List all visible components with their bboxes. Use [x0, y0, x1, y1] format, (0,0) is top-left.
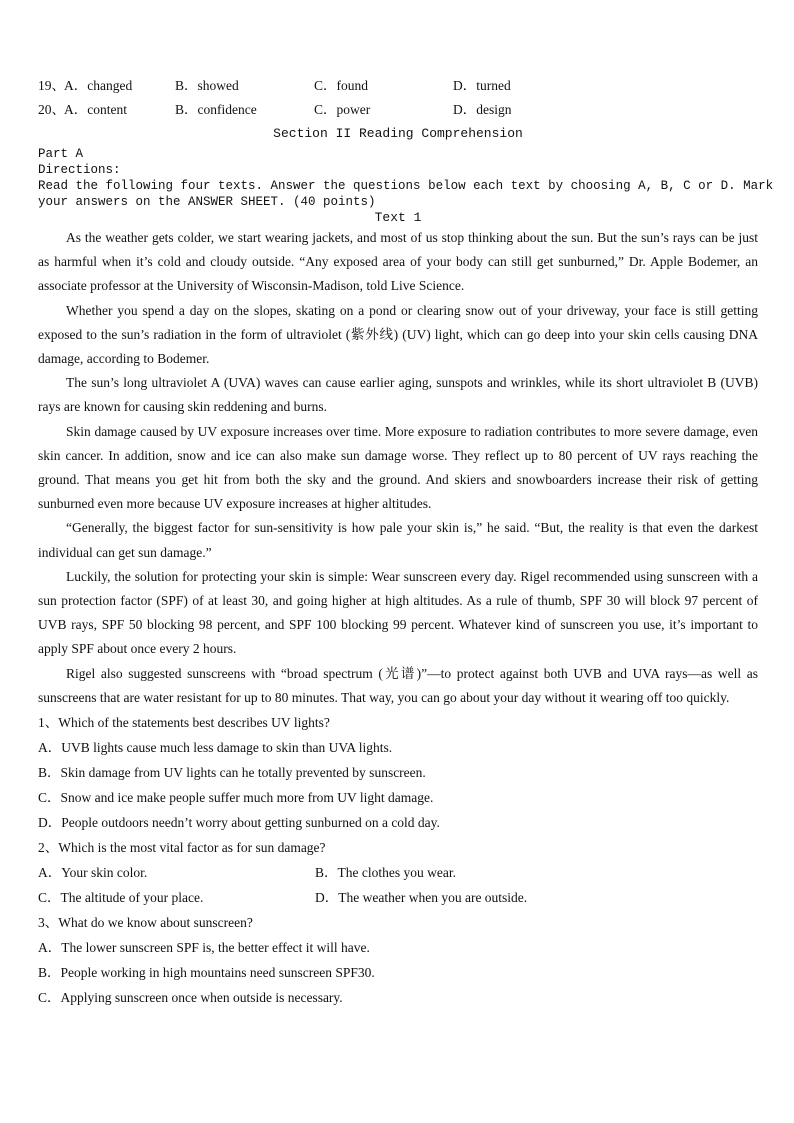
text-title: Text 1	[374, 210, 422, 225]
option-b: B．confidence	[175, 102, 257, 117]
passage	[38, 226, 758, 710]
directions-line: your answers on the ANSWER SHEET. (40 points)	[38, 195, 376, 209]
option-c: C．power	[314, 102, 371, 117]
option-b: B．People working in high mountains need sunscreen SPF30.	[38, 965, 375, 981]
options-row	[38, 860, 758, 885]
option-c: C．Snow and ice make people suffer much more from UV light damage.	[38, 790, 434, 806]
question-2	[38, 835, 758, 910]
options-row	[38, 885, 758, 910]
option-b: B．The clothes you wear.	[315, 865, 456, 881]
question-3	[38, 910, 758, 1010]
question-20-options	[38, 98, 758, 122]
option-a: A．Your skin color.	[38, 865, 148, 881]
directions-text	[38, 178, 774, 210]
passage-paragraph: Rigel also suggested sunscreens with “broad spectrum (光谱)”—to protect against both UVB and UVA rays—as well as sunscreens that are water resistant for up to 80 minutes. That way, you can go about your day without it wearing off too quickly.	[38, 665, 758, 705]
passage-paragraph: Skin damage caused by UV exposure increases over time. More exposure to radiation contributes to more severe damage, even skin cancer. In addition, snow and ice can also make sun damage worse. They reflect up to 80 percent of UV rays reaching the ground. That means you get hit from both the sky and the ground. And skiers and snowboarders increase their risk of getting sunburned even more because UV exposure increases at higher altitudes.	[38, 423, 758, 512]
question-19-options	[38, 74, 758, 98]
question-stem: 2、Which is the most vital factor as for sun damage?	[38, 840, 326, 856]
section-title: Section II Reading Comprehension	[273, 126, 523, 141]
question-stem: 1、Which of the statements best describes UV lights?	[38, 715, 330, 731]
exam-page	[38, 74, 774, 1010]
question-number: 20、	[38, 102, 65, 117]
question-number: 19、	[38, 78, 65, 93]
option-c: C．found	[314, 78, 368, 93]
option-d: D．design	[453, 102, 512, 117]
question-1	[38, 710, 758, 835]
question-stem: 3、What do we know about sunscreen?	[38, 915, 253, 931]
option-a: A．UVB lights cause much less damage to skin than UVA lights.	[38, 740, 393, 756]
option-a: A．changed	[64, 78, 133, 93]
option-d: D．turned	[453, 78, 511, 93]
passage-paragraph: Luckily, the solution for protecting your skin is simple: Wear sunscreen every day. Rigel recommended using sunscreen with a sun protection factor (SPF) of at least 30, and going higher at high altitudes. As a rule of thumb, SPF 30 will block 97 percent of UVB rays, SPF 50 blocking 98 percent, and SPF 100 blocking 99 percent. Whatever kind of sunscreen you use, it’s important to apply SPF about once every 2 hours.	[38, 568, 758, 657]
part-label: Part A	[38, 147, 84, 161]
option-a: A．content	[64, 102, 127, 117]
option-d: D．The weather when you are outside.	[315, 890, 528, 906]
option-c: C．The altitude of your place.	[38, 890, 204, 906]
option-d: D．People outdoors needn’t worry about getting sunburned on a cold day.	[38, 815, 440, 831]
passage-paragraph: Whether you spend a day on the slopes, skating on a pond or clearing snow out of your driveway, your face is still getting exposed to the sun’s radiation in the form of ultraviolet (紫外线) (UV) light, which can go deep into your skin cells causing DNA damage, according to Bodemer.	[38, 302, 758, 367]
option-c: C．Applying sunscreen once when outside is necessary.	[38, 990, 343, 1006]
passage-paragraph: The sun’s long ultraviolet A (UVA) waves can cause earlier aging, sunspots and wrinkles, while its short ultraviolet B (UVB) rays are known for causing skin reddening and burns.	[38, 375, 758, 415]
directions-line: Read the following four texts. Answer the questions below each text by choosing A, B, C or D. Mark	[38, 179, 774, 193]
option-b: B．Skin damage from UV lights can he totally prevented by sunscreen.	[38, 765, 426, 781]
directions-label: Directions:	[38, 163, 121, 177]
option-b: B．showed	[175, 78, 239, 93]
passage-paragraph: As the weather gets colder, we start wearing jackets, and most of us stop thinking about the sun. But the sun’s rays can be just as harmful when it’s cold and cloudy outside. “Any exposed area of your body can still get sunburned,” Dr. Apple Bodemer, an associate professor at the University of Wisconsin-Madison, told Live Science.	[38, 230, 758, 294]
passage-paragraph: “Generally, the biggest factor for sun-sensitivity is how pale your skin is,” he said. “But, the reality is that even the darkest individual can get sun damage.”	[38, 520, 758, 560]
option-a: A．The lower sunscreen SPF is, the better effect it will have.	[38, 940, 370, 956]
